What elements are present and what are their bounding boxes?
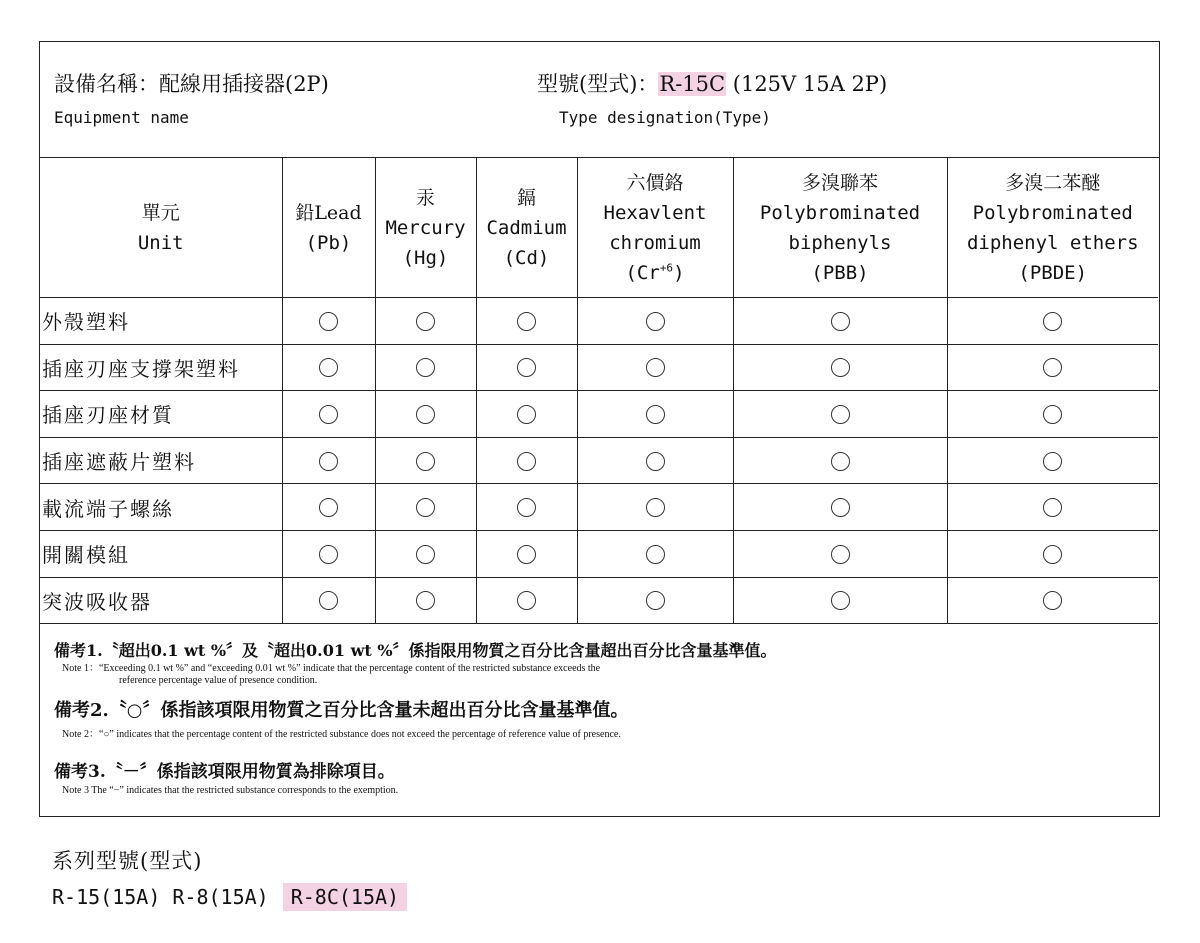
type-designation-en: Type designation(Type)	[559, 108, 771, 127]
presence-cell	[733, 484, 947, 531]
unit-cell: 插座刃座材質	[40, 391, 282, 438]
col-header-cadmium	[476, 158, 577, 298]
col-chromium-en: Hexavlent	[603, 201, 707, 224]
circle-mark-icon	[831, 452, 850, 471]
presence-cell	[282, 484, 375, 531]
restricted-substance-table	[40, 158, 1158, 624]
form-header	[40, 42, 1159, 158]
unit-cell: 插座刃座支撐架塑料	[40, 344, 282, 391]
col-mercury-zh: 汞	[415, 186, 435, 209]
presence-cell	[947, 437, 1158, 484]
presence-cell	[476, 530, 577, 577]
type-model-highlight: R-15C	[659, 72, 726, 96]
equipment-name-en: Equipment name	[54, 108, 189, 127]
notes-section	[40, 630, 1159, 816]
table-body	[40, 298, 1158, 624]
col-chromium-sym	[578, 258, 733, 288]
circle-mark-icon	[1043, 312, 1062, 331]
circle-mark-icon	[319, 498, 338, 517]
circle-mark-icon	[517, 312, 536, 331]
series-model-item: R-8(15A)	[172, 885, 269, 909]
unit-cell: 載流端子螺絲	[40, 484, 282, 531]
col-pbb-sym: (PBB)	[811, 261, 869, 284]
presence-cell	[947, 344, 1158, 391]
table-header-row	[40, 158, 1158, 298]
note1-en-continued: reference percentage value of presence condition.	[119, 675, 318, 686]
presence-cell	[282, 391, 375, 438]
col-header-pbb	[733, 158, 947, 298]
col-pbde-zh: 多溴二苯醚	[1005, 171, 1101, 194]
series-models	[52, 883, 411, 911]
circle-mark-icon	[319, 405, 338, 424]
col-pbb-zh: 多溴聯苯	[801, 171, 878, 194]
series-model-item: R-8C(15A)	[283, 883, 407, 911]
circle-mark-icon	[646, 358, 665, 377]
circle-mark-icon	[319, 358, 338, 377]
presence-cell	[375, 437, 476, 484]
col-pbde-sym: (PBDE)	[1018, 261, 1088, 284]
circle-mark-icon	[1043, 591, 1062, 610]
equipment-name-zh: 設備名稱：配線用插接器(2P)	[54, 72, 329, 96]
col-unit-en: Unit	[137, 231, 184, 254]
col-lead-zh: 鉛Lead	[295, 201, 362, 224]
circle-mark-icon	[319, 591, 338, 610]
col-cadmium-sym: (Cd)	[503, 246, 550, 269]
presence-cell	[947, 484, 1158, 531]
circle-mark-icon	[319, 452, 338, 471]
circle-mark-icon	[517, 498, 536, 517]
circle-mark-icon	[646, 312, 665, 331]
presence-cell	[577, 298, 733, 345]
col-pbb-en2: biphenyls	[788, 231, 892, 254]
circle-mark-icon	[1043, 498, 1062, 517]
presence-cell	[733, 298, 947, 345]
col-chromium-zh: 六價鉻	[626, 171, 684, 194]
table-row	[40, 484, 1158, 531]
col-header-lead	[282, 158, 375, 298]
circle-mark-icon	[416, 591, 435, 610]
type-prefix: 型號(型式)：	[537, 72, 659, 96]
circle-mark-icon	[831, 545, 850, 564]
presence-cell	[282, 437, 375, 484]
presence-cell	[577, 577, 733, 624]
circle-mark-icon	[646, 452, 665, 471]
series-title: 系列型號(型式)	[52, 849, 203, 873]
presence-cell	[375, 344, 476, 391]
presence-cell	[577, 391, 733, 438]
circle-mark-icon	[831, 358, 850, 377]
presence-cell	[476, 298, 577, 345]
note2-en: Note 2：“○” indicates that the percentage content of the restricted substance does not exceed the percentage of reference value of presence.	[62, 729, 621, 740]
circle-mark-icon	[831, 312, 850, 331]
note3-en: Note 3 The “−” indicates that the restricted substance corresponds to the exemption.	[62, 785, 399, 796]
col-pbde-en: Polybrominated	[972, 201, 1133, 224]
circle-mark-icon	[646, 545, 665, 564]
unit-cell: 開關模組	[40, 530, 282, 577]
presence-cell	[282, 530, 375, 577]
presence-cell	[733, 577, 947, 624]
table-row	[40, 530, 1158, 577]
presence-cell	[577, 484, 733, 531]
presence-cell	[375, 577, 476, 624]
presence-cell	[577, 344, 733, 391]
circle-mark-icon	[319, 545, 338, 564]
presence-cell	[375, 298, 476, 345]
table-row	[40, 298, 1158, 345]
presence-cell	[476, 391, 577, 438]
circle-mark-icon	[1043, 545, 1062, 564]
col-pbde-en2: diphenyl ethers	[966, 231, 1139, 254]
circle-mark-icon	[416, 405, 435, 424]
col-unit-zh: 單元	[141, 201, 180, 224]
presence-cell	[733, 437, 947, 484]
col-cadmium-en: Cadmium	[486, 216, 567, 239]
type-spec: (125V 15A 2P)	[726, 72, 888, 96]
presence-cell	[282, 577, 375, 624]
circle-mark-icon	[831, 498, 850, 517]
presence-cell	[476, 484, 577, 531]
rohs-declaration-form	[39, 41, 1160, 817]
presence-cell	[476, 437, 577, 484]
table-row	[40, 391, 1158, 438]
circle-mark-icon	[646, 405, 665, 424]
circle-mark-icon	[1043, 405, 1062, 424]
presence-cell	[476, 577, 577, 624]
presence-cell	[375, 391, 476, 438]
col-chromium-en2: chromium	[609, 231, 701, 254]
type-designation-zh	[537, 68, 887, 98]
note2-zh: 備考2.〝○〞係指該項限用物質之百分比含量未超出百分比含量基準值。	[54, 700, 629, 721]
presence-cell	[733, 344, 947, 391]
circle-mark-icon	[517, 358, 536, 377]
col-pbb-en: Polybrominated	[759, 201, 921, 224]
circle-mark-icon	[517, 591, 536, 610]
chromium-oxidation-sup: +6	[659, 261, 674, 275]
circle-mark-icon	[831, 405, 850, 424]
unit-cell: 外殼塑料	[40, 298, 282, 345]
chromium-sym-text: (Cr	[625, 261, 660, 284]
series-model-item: R-15(15A)	[52, 885, 161, 909]
col-lead-sym: (Pb)	[305, 231, 352, 254]
circle-mark-icon	[646, 498, 665, 517]
presence-cell	[733, 391, 947, 438]
note3-zh: 備考3.〝－〞係指該項限用物質為排除項目。	[54, 762, 395, 782]
circle-mark-icon	[517, 405, 536, 424]
presence-cell	[282, 298, 375, 345]
circle-mark-icon	[416, 452, 435, 471]
presence-cell	[577, 530, 733, 577]
circle-mark-icon	[416, 498, 435, 517]
presence-cell	[947, 298, 1158, 345]
circle-mark-icon	[416, 545, 435, 564]
unit-cell: 突波吸收器	[40, 577, 282, 624]
presence-cell	[733, 530, 947, 577]
presence-cell	[947, 577, 1158, 624]
col-header-mercury	[375, 158, 476, 298]
table-row	[40, 344, 1158, 391]
presence-cell	[375, 530, 476, 577]
col-mercury-en: Mercury	[385, 216, 466, 239]
col-mercury-sym: (Hg)	[402, 246, 449, 269]
circle-mark-icon	[416, 312, 435, 331]
presence-cell	[947, 530, 1158, 577]
table-row	[40, 577, 1158, 624]
circle-mark-icon	[517, 545, 536, 564]
presence-cell	[476, 344, 577, 391]
presence-cell	[375, 484, 476, 531]
col-header-pbde	[947, 158, 1158, 298]
circle-mark-icon	[646, 591, 665, 610]
circle-mark-icon	[319, 312, 338, 331]
circle-mark-icon	[416, 358, 435, 377]
col-header-chromium	[577, 158, 733, 298]
circle-mark-icon	[1043, 358, 1062, 377]
presence-cell	[577, 437, 733, 484]
unit-cell: 插座遮蔽片塑料	[40, 437, 282, 484]
table-row	[40, 437, 1158, 484]
circle-mark-icon	[831, 591, 850, 610]
col-cadmium-zh: 鎘	[516, 186, 536, 209]
circle-mark-icon	[517, 452, 536, 471]
presence-cell	[947, 391, 1158, 438]
note1-zh: 備考1.〝超出0.1 wt %〞及〝超出0.01 wt %〞係指限用物質之百分比含量超出百分比含量基準值。	[54, 641, 777, 660]
col-header-unit	[40, 158, 282, 298]
note1-en: Note 1：“Exceeding 0.1 wt %” and “exceeding 0.01 wt %” indicate that the percentage content of the restricted substance exceeds the	[62, 663, 601, 674]
chromium-sym-end: )	[673, 261, 685, 284]
presence-cell	[282, 344, 375, 391]
circle-mark-icon	[1043, 452, 1062, 471]
